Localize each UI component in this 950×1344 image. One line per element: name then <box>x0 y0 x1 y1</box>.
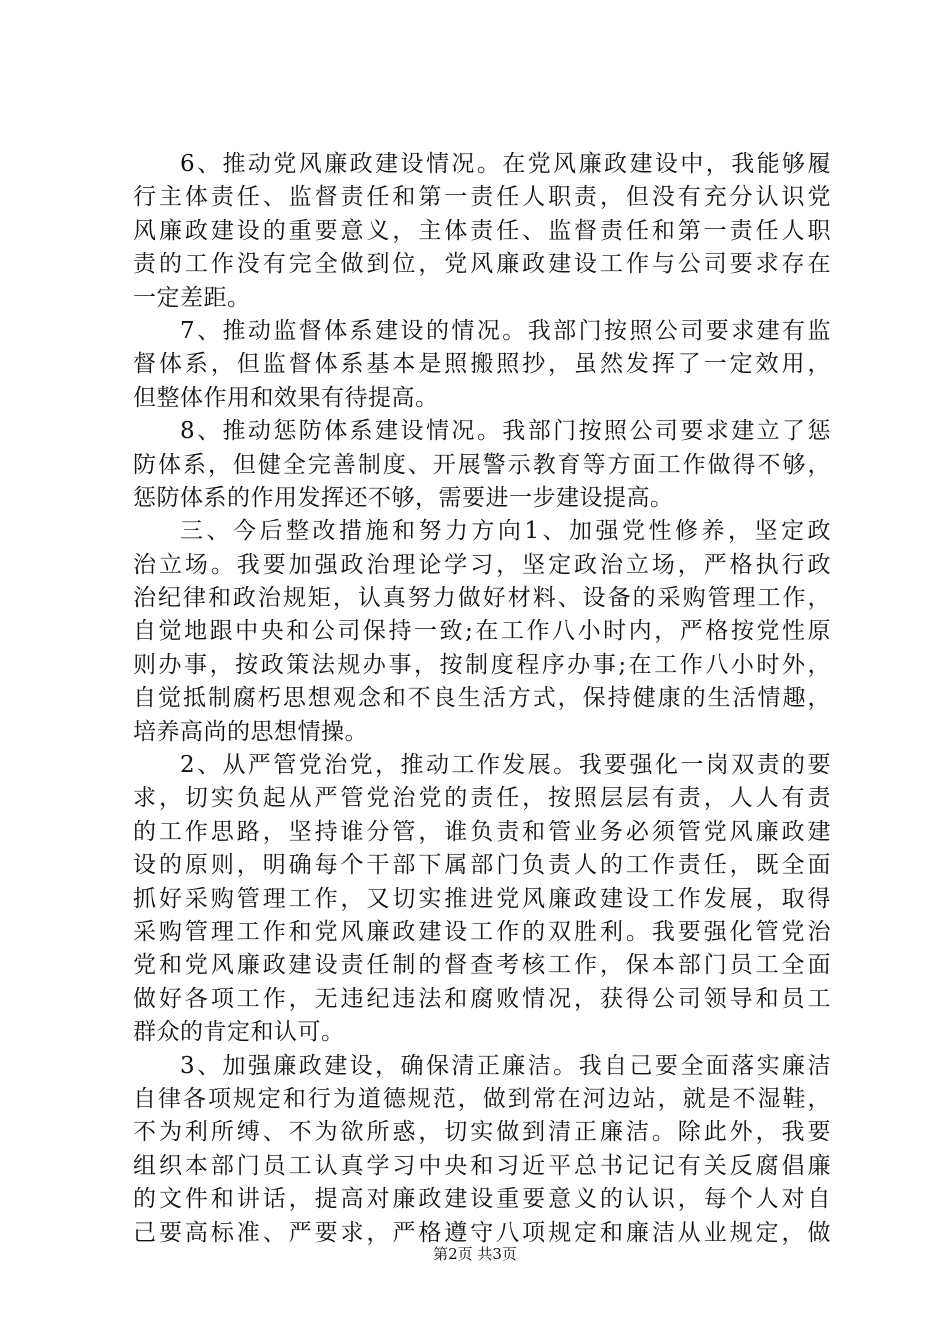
text-line: 培养高尚的思想情操。 <box>133 718 368 745</box>
text-line: 抓好采购管理工作，又切实推进党风廉政建设工作发展，取得 <box>133 885 831 912</box>
text-line: 己要高标准、严要求，严格遵守八项规定和廉洁从业规定，做 <box>133 1219 831 1246</box>
text-line: 6、推动党风廉政建设情况。在党风廉政建设中，我能够履 <box>180 151 831 177</box>
text-line: 的工作思路，坚持谁分管，谁负责和管业务必须管党风廉政建 <box>133 818 831 845</box>
text-line: 7、推动监督体系建设的情况。我部门按照公司要求建有监 <box>180 317 831 344</box>
text-line: 责的工作没有完全做到位，党风廉政建设工作与公司要求存在 <box>133 251 831 278</box>
text-line: 一定差距。 <box>133 284 251 311</box>
page-footer: 第2页 共3页 <box>433 1245 517 1263</box>
text-line: 但整体作用和效果有待提高。 <box>133 384 439 411</box>
text-line: 自觉地跟中央和公司保持一致;在工作八小时内，严格按党性原 <box>133 618 831 645</box>
text-line: 设的原则，明确每个干部下属部门负责人的工作责任，既全面 <box>133 852 831 879</box>
document-body <box>133 148 831 1250</box>
text-line: 不为利所缚、不为欲所惑，切实做到清正廉洁。除此外，我要 <box>133 1119 831 1146</box>
text-line: 采购管理工作和党风廉政建设工作的双胜利。我要强化管党治 <box>133 918 831 945</box>
text-line: 的文件和讲话，提高对廉政建设重要意义的认识，每个人对自 <box>133 1186 831 1213</box>
text-line: 做好各项工作，无违纪违法和腐败情况，获得公司领导和员工 <box>133 985 831 1012</box>
text-line: 自觉抵制腐朽思想观念和不良生活方式，保持健康的生活情趣， <box>133 685 831 712</box>
text-line: 治立场。我要加强政治理论学习，坚定政治立场，严格执行政 <box>133 551 831 578</box>
text-line: 求，切实负起从严管党治党的责任，按照层层有责，人人有责 <box>133 785 831 812</box>
text-line: 党和党风廉政建设责任制的督查考核工作，保本部门员工全面 <box>133 952 831 979</box>
text-line: 治纪律和政治规矩，认真努力做好材料、设备的采购管理工作， <box>133 585 831 612</box>
text-line: 组织本部门员工认真学习中央和习近平总书记记有关反腐倡廉 <box>133 1152 831 1179</box>
text-line: 惩防体系的作用发挥还不够，需要进一步建设提高。 <box>133 484 674 511</box>
text-line: 督体系，但监督体系基本是照搬照抄，虽然发挥了一定效用， <box>133 351 831 378</box>
text-line: 防体系，但健全完善制度、开展警示教育等方面工作做得不够， <box>133 451 831 478</box>
text-line: 三、今后整改措施和努力方向1、加强党性修养，坚定政 <box>180 518 831 545</box>
text-line: 群众的肯定和认可。 <box>133 1019 345 1046</box>
text-line: 自律各项规定和行为道德规范，做到常在河边站，就是不湿鞋， <box>133 1085 831 1112</box>
text-line: 8、推动惩防体系建设情况。我部门按照公司要求建立了惩 <box>180 418 831 445</box>
text-line: 2、从严管党治党，推动工作发展。我要强化一岗双责的要 <box>180 752 831 779</box>
text-line: 3、加强廉政建设，确保清正廉洁。我自己要全面落实廉洁 <box>180 1052 831 1079</box>
text-line: 行主体责任、监督责任和第一责任人职责，但没有充分认识党 <box>133 184 831 211</box>
text-line: 则办事，按政策法规办事，按制度程序办事;在工作八小时外， <box>133 651 831 678</box>
text-line: 风廉政建设的重要意义，主体责任、监督责任和第一责任人职 <box>133 217 831 244</box>
